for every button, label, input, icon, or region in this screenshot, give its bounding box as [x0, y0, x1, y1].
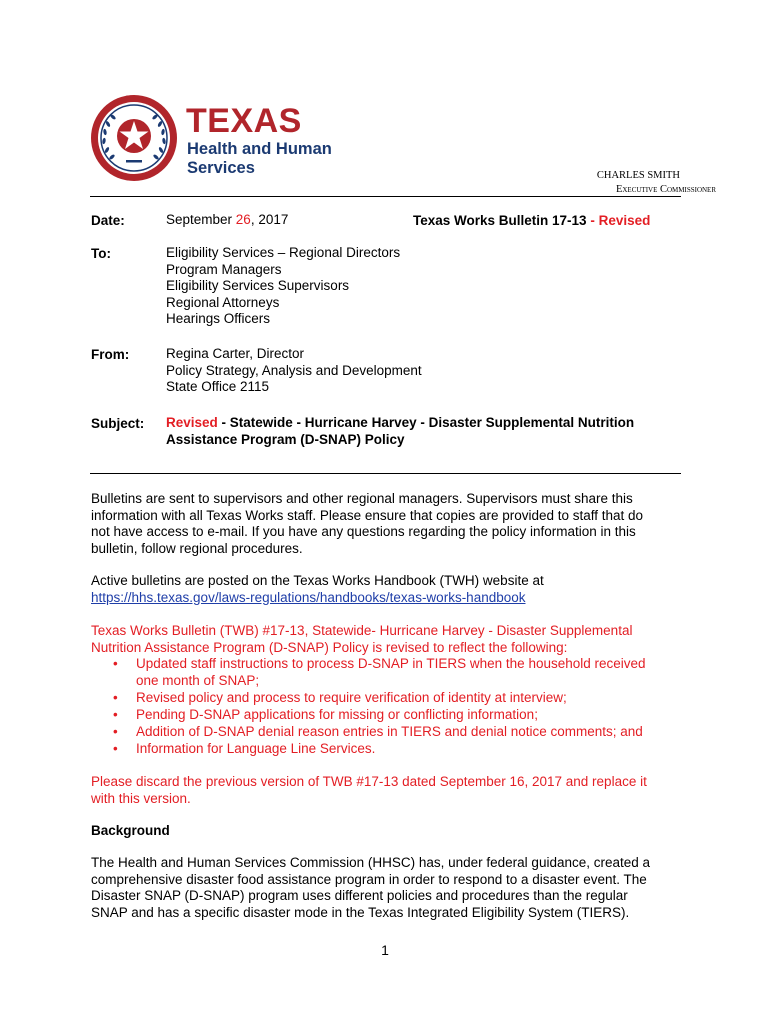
texas-hhs-seal-logo [90, 94, 178, 182]
subject-line2: Assistance Program (D-SNAP) Policy [166, 431, 405, 447]
to-recipients [166, 245, 400, 328]
bullet-icon: • [113, 724, 118, 739]
date-value [166, 212, 288, 229]
list-item [91, 723, 681, 740]
text-line: Texas Works Bulletin (TWB) #17-13, Statewide- Hurricane Harvey - Disaster Supplemental [91, 623, 633, 638]
from-sender [166, 346, 422, 396]
list-item-text: Revised policy and process to require verification of identity at interview; [136, 690, 567, 705]
logo-subtitle-line1: Health and Human [187, 140, 332, 158]
date-day: 26 [235, 212, 251, 227]
bullet-icon: • [113, 656, 118, 671]
header-divider [90, 196, 681, 197]
text-line: Disaster SNAP (D-SNAP) program uses different policies and procedures than the regular [91, 888, 628, 903]
date-year: , 2017 [250, 212, 289, 227]
revision-list [91, 655, 681, 757]
commissioner-name: CHARLES SMITH [596, 170, 680, 181]
from-label: From: [91, 347, 130, 362]
text-line: SNAP and has a specific disaster mode in the Texas Integrated Eligibility System (TIERS). [91, 904, 630, 920]
commissioner-title: Executive Commissioner [615, 184, 716, 195]
text-line: bulletin, follow regional procedures. [91, 540, 303, 556]
discard-notice-paragraph [91, 774, 681, 807]
bulletin-number [413, 212, 650, 229]
intro-paragraph [91, 491, 681, 557]
date-month: September [166, 212, 236, 227]
text-line: The Health and Human Services Commission (HHSC) has, under federal guidance, created a [91, 855, 651, 870]
list-item-text: Pending D-SNAP applications for missing or conflicting information; [136, 707, 538, 722]
sender-line: Policy Strategy, Analysis and Development [166, 362, 422, 378]
recipient: Hearings Officers [166, 311, 271, 326]
sender-line: Regina Carter, Director [166, 346, 305, 361]
list-item-text: one month of SNAP; [136, 673, 260, 688]
list-item [91, 740, 681, 757]
subject-label: Subject: [91, 416, 145, 431]
handbook-link[interactable]: https://hhs.texas.gov/laws-regulations/handbooks/texas-works-handbook [91, 589, 526, 605]
subject-revised-tag: Revised [166, 415, 218, 430]
logo-wordmark: TEXAS [186, 102, 302, 140]
page-number: 1 [381, 942, 389, 958]
revision-intro-paragraph [91, 623, 681, 656]
list-item-text: Addition of D-SNAP denial reason entries in TIERS and denial notice comments; and [136, 724, 643, 739]
list-item [91, 689, 681, 706]
recipient: Eligibility Services – Regional Directors [166, 245, 401, 260]
background-heading: Background [91, 823, 170, 838]
text-line: with this version. [91, 790, 191, 806]
subject-line1-rest: - Statewide - Hurricane Harvey - Disaster Supplemental Nutrition [217, 415, 635, 430]
text-line: Nutrition Assistance Program (D-SNAP) Policy is revised to reflect the following: [91, 639, 568, 655]
recipient: Program Managers [166, 261, 282, 277]
bullet-icon: • [113, 690, 118, 705]
bullet-icon: • [113, 741, 118, 756]
logo-subtitle-line2: Services [187, 159, 255, 177]
text-line: comprehensive disaster food assistance program in order to respond to a disaster event. The [91, 871, 647, 887]
recipient: Eligibility Services Supervisors [166, 278, 350, 293]
subject-line1 [166, 415, 634, 432]
subject-divider [90, 473, 681, 474]
bullet-icon: • [113, 707, 118, 722]
list-item [91, 655, 681, 689]
text-line: Please discard the previous version of TWB #17-13 dated September 16, 2017 and replace it [91, 774, 647, 789]
text-line: not have access to e-mail. If you have any questions regarding the policy information in this [91, 524, 636, 539]
bulletin-revised-tag: - Revised [586, 213, 651, 228]
recipient: Regional Attorneys [166, 294, 280, 310]
sender-line: State Office 2115 [166, 379, 270, 394]
date-label: Date: [91, 213, 125, 228]
subject-text [166, 415, 634, 448]
bulletin-id-text: Texas Works Bulletin 17-13 [413, 213, 587, 228]
handbook-paragraph [91, 573, 681, 606]
logo-subtitle [187, 140, 332, 178]
background-paragraph [91, 855, 681, 921]
text-line: Active bulletins are posted on the Texas Works Handbook (TWH) website at [91, 573, 544, 588]
list-item-text: Updated staff instructions to process D-SNAP in TIERS when the household received [136, 656, 646, 671]
list-item-text: Information for Language Line Services. [136, 741, 376, 756]
list-item [91, 706, 681, 723]
to-label: To: [91, 246, 111, 261]
text-line: Bulletins are sent to supervisors and other regional managers. Supervisors must share this [91, 491, 633, 506]
text-line: information with all Texas Works staff. Please ensure that copies are provided to staff that do [91, 507, 644, 523]
